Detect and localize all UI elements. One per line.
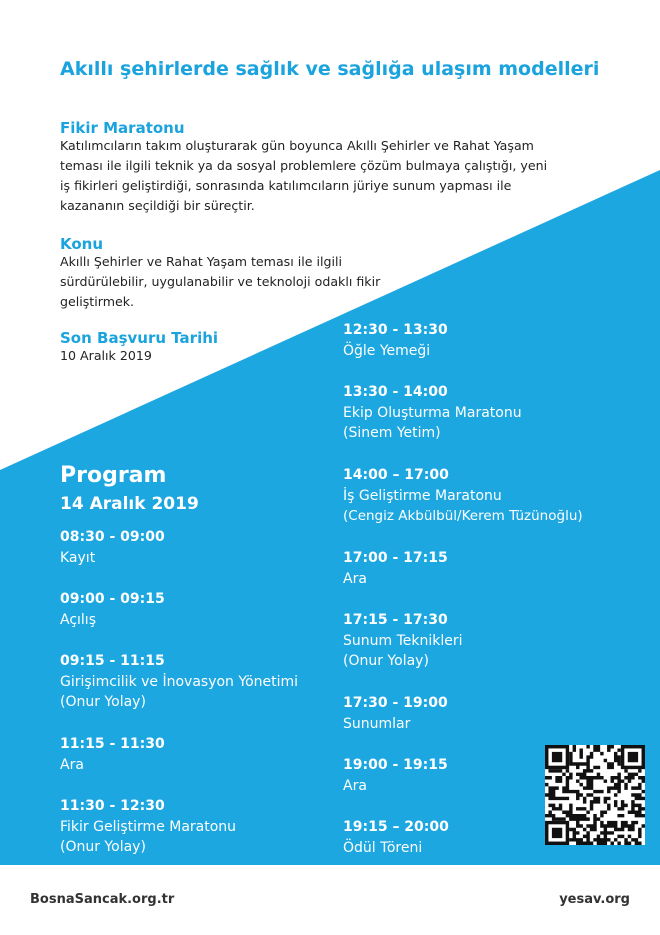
schedule-item bbox=[343, 693, 448, 734]
schedule-time: 17:30 - 19:00 bbox=[343, 695, 448, 711]
schedule-item bbox=[60, 527, 165, 568]
schedule-speaker: (Sinem Yetim) bbox=[343, 425, 441, 441]
schedule-time: 12:30 - 13:30 bbox=[343, 322, 448, 338]
schedule-item bbox=[343, 382, 522, 444]
schedule-name: Açılış bbox=[60, 611, 96, 628]
schedule-name: Girişimcilik ve İnovasyon Yönetimi bbox=[60, 673, 299, 690]
schedule-item bbox=[60, 796, 236, 858]
fikir-line: iş fikirleri geliştirdiği, sonrasında katılımcıların jüriye sunum yapması ile bbox=[60, 178, 512, 193]
schedule-speaker: (Onur Yolay) bbox=[60, 694, 146, 710]
program-title: Program bbox=[60, 463, 167, 488]
page-title: Akıllı şehirlerde sağlık ve sağlığa ulaşım modelleri bbox=[60, 58, 600, 80]
fikir-line: kazananın seçildiği bir süreçtir. bbox=[60, 198, 255, 213]
fikir-heading: Fikir Maratonu bbox=[60, 119, 185, 137]
schedule-name: Ödül Töreni bbox=[343, 839, 423, 856]
konu-heading: Konu bbox=[60, 235, 104, 253]
schedule-name: Sunumlar bbox=[343, 715, 411, 732]
qr-code[interactable] bbox=[545, 745, 645, 845]
schedule-item bbox=[343, 320, 448, 361]
fikir-text bbox=[60, 136, 640, 216]
schedule-name: Sunum Teknikleri bbox=[343, 632, 463, 649]
schedule-item bbox=[60, 589, 165, 630]
schedule-name: Ara bbox=[60, 756, 84, 773]
schedule-time: 17:00 - 17:15 bbox=[343, 550, 448, 566]
schedule-item bbox=[343, 610, 463, 672]
schedule-time: 17:15 - 17:30 bbox=[343, 612, 448, 628]
deadline-heading: Son Başvuru Tarihi bbox=[60, 329, 219, 347]
schedule-time: 13:30 - 14:00 bbox=[343, 384, 448, 400]
schedule-name: Kayıt bbox=[60, 549, 96, 566]
schedule-speaker: (Cengiz Akbülbül/Kerem Tüzünoğlu) bbox=[343, 508, 583, 524]
schedule-name: İş Geliştirme Maratonu bbox=[343, 487, 502, 504]
program-date: 14 Aralık 2019 bbox=[60, 494, 199, 514]
schedule-item bbox=[60, 734, 165, 775]
schedule-item bbox=[343, 465, 583, 527]
schedule-time: 08:30 - 09:00 bbox=[60, 529, 165, 545]
schedule-time: 11:30 - 12:30 bbox=[60, 798, 165, 814]
fikir-line: Katılımcıların takım oluşturarak gün boyunca Akıllı Şehirler ve Rahat Yaşam bbox=[60, 138, 534, 153]
schedule-name: Ara bbox=[343, 777, 367, 794]
schedule-time: 19:00 - 19:15 bbox=[343, 757, 448, 773]
konu-line: geliştirmek. bbox=[60, 294, 135, 309]
schedule-item bbox=[343, 817, 449, 858]
konu-line: sürdürülebilir, uygulanabilir ve teknoloji odaklı fikir bbox=[60, 274, 381, 289]
fikir-line: teması ile ilgili teknik ya da sosyal problemlere çözüm bulmaya çalıştığı, yeni bbox=[60, 158, 548, 173]
schedule-time: 11:15 - 11:30 bbox=[60, 736, 165, 752]
footer-right-link[interactable]: yesav.org bbox=[559, 892, 630, 907]
schedule-name: Fikir Geliştirme Maratonu bbox=[60, 818, 237, 835]
schedule-item bbox=[343, 548, 448, 589]
schedule-speaker: (Onur Yolay) bbox=[60, 839, 146, 855]
schedule-name: Ekip Oluşturma Maratonu bbox=[343, 404, 522, 421]
schedule-time: 14:00 – 17:00 bbox=[343, 467, 449, 483]
konu-line: Akıllı Şehirler ve Rahat Yaşam teması ile ilgili bbox=[60, 254, 342, 269]
schedule-item bbox=[343, 755, 448, 796]
konu-text bbox=[60, 252, 460, 312]
schedule-time: 09:00 - 09:15 bbox=[60, 591, 165, 607]
schedule-time: 19:15 – 20:00 bbox=[343, 819, 449, 835]
schedule-name: Ara bbox=[343, 570, 367, 587]
footer-left-link[interactable]: BosnaSancak.org.tr bbox=[30, 892, 175, 907]
qr-code-graphic bbox=[545, 745, 645, 845]
schedule-speaker: (Onur Yolay) bbox=[343, 653, 429, 669]
schedule-name: Öğle Yemeği bbox=[343, 342, 431, 359]
schedule-time: 09:15 - 11:15 bbox=[60, 653, 165, 669]
schedule-item bbox=[60, 651, 298, 713]
deadline-date: 10 Aralık 2019 bbox=[60, 348, 152, 363]
